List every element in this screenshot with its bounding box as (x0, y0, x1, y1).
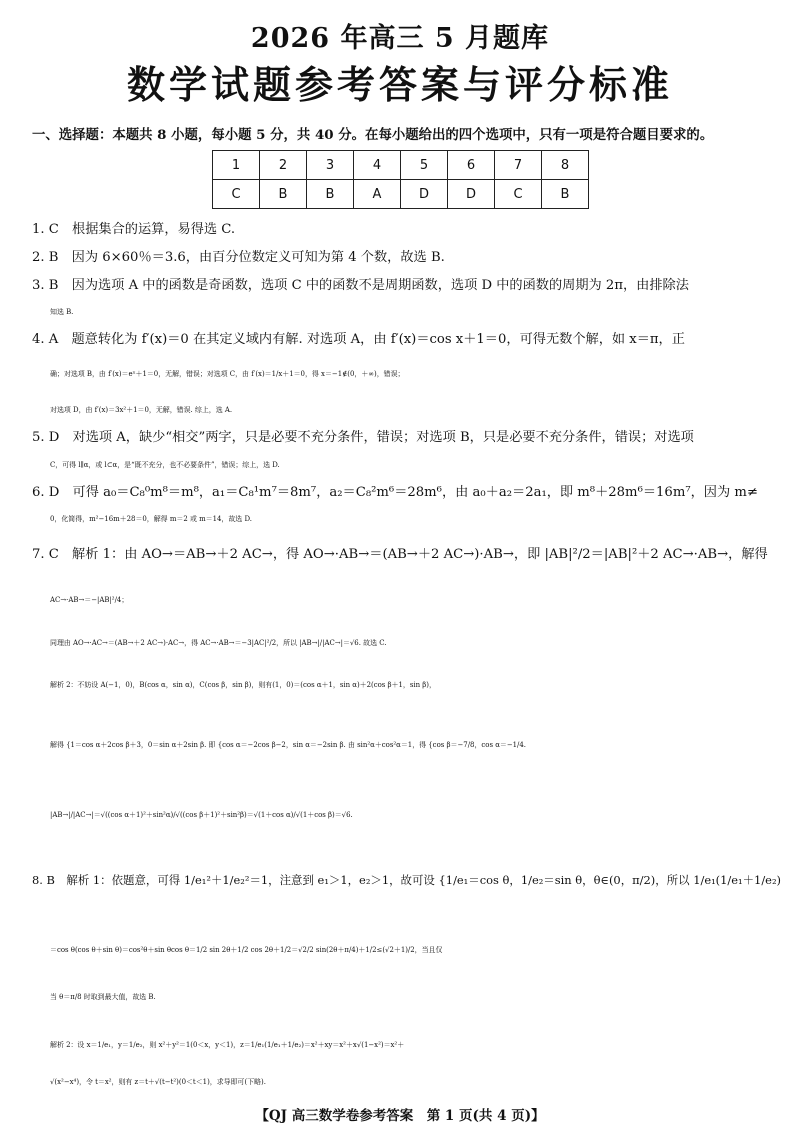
solution-line: 0，化简得，m²−16m＋28＝0，解得 m＝2 或 m＝14，故选 D. (50, 515, 252, 523)
solution-line: 确；对选项 B，由 f′(x)＝eˣ＋1＝0，无解，错误；对选项 C，由 f′(x)＝1/x＋1＝0，得 x＝−1∉(0，＋∞)，错误； (50, 370, 405, 378)
answer-table-answer-row (213, 180, 589, 209)
header-line1: 2026 年高三 5 月题库 (250, 23, 550, 54)
question-number: 4 (354, 151, 401, 180)
question-number: 1 (213, 151, 260, 180)
question-number: 6 (448, 151, 495, 180)
answer-letter: D (401, 180, 448, 209)
solution-line: 5. D 对选项 A，缺少“相交”两字，只是必要不充分条件，错误；对选项 B，只是必要不充分条件，错误；对选项 (32, 430, 694, 445)
solution-line: 4. A 题意转化为 f′(x)＝0 在其定义域内有解. 对选项 A，由 f′(x)＝cos x＋1＝0，可得无数个解，如 x＝π，正 (32, 332, 685, 347)
question-number: 7 (495, 151, 542, 180)
answer-letter: B (542, 180, 589, 209)
solution-line: 1. C 根据集合的运算，易得选 C. (32, 222, 236, 237)
question-number: 5 (401, 151, 448, 180)
solution-line: 7. C 解析 1：由 AO→＝AB→＋2 AC→，得 AO→·AB→＝(AB→＋2 AC→)·AB→，即 |AB|²/2＝|AB|²＋2 AC→·AB→，解得 (32, 547, 768, 562)
question-number: 3 (307, 151, 354, 180)
answer-letter: A (354, 180, 401, 209)
solution-line: 当 θ＝π/8 时取到最大值，故选 B. (50, 993, 156, 1001)
solution-line: 解析 2：不妨设 A(−1，0)，B(cos α，sin α)，C(cos β，sin β)，则有(1，0)＝(cos α＋1，sin α)＋2(cos β＋1，sin β)， (50, 681, 436, 689)
answer-table (212, 150, 589, 209)
solution-line: 6. D 可得 a₀＝C₈⁰m⁸＝m⁸，a₁＝C₈¹m⁷＝8m⁷，a₂＝C₈²m⁶＝28m⁶，由 a₀＋a₂＝2a₁，即 m⁸＋28m⁶＝16m⁷，因为 m≠ (32, 485, 758, 500)
solution-line: |AB→|/|AC→|＝√((cos α＋1)²＋sin²α)/√((cos β＋1)²＋sin²β)＝√(1＋cos α)/√(1＋cos β)＝√6. (50, 811, 353, 819)
solution-line: 对选项 D，由 f′(x)＝3x²＋1＝0，无解，错误. 综上，选 A. (50, 406, 233, 414)
solution-line: AC→·AB→＝−|AB|²/4； (50, 596, 129, 604)
solution-line: 2. B 因为 6×60％＝3.6，由百分位数定义可知为第 4 个数，故选 B. (32, 250, 445, 265)
answer-letter: B (260, 180, 307, 209)
solution-line: 知选 B. (50, 308, 74, 316)
answer-letter: C (495, 180, 542, 209)
solution-line: 解析 2：设 x＝1/e₁，y＝1/e₂，则 x²＋y²＝1(0＜x，y＜1)，z＝1/e₁(1/e₁＋1/e₂)＝x²＋xy＝x²＋x√(1−x²)＝x²＋ (50, 1041, 405, 1049)
answer-letter: D (448, 180, 495, 209)
answer-letter: C (213, 180, 260, 209)
question-number: 2 (260, 151, 307, 180)
solution-line: 8. B 解析 1：依题意，可得 1/e₁²＋1/e₂²＝1，注意到 e₁＞1，e₂＞1，故可设 {1/e₁＝cos θ，1/e₂＝sin θ，θ∈(0，π/2)，所以 1/e₁(1/e₁＋1/e₂) (32, 873, 782, 887)
answer-table-number-row (213, 151, 589, 180)
solution-line: 同理由 AO→·AC→＝(AB→＋2 AC→)·AC→，得 AC→·AB→＝−3|AC|²/2，所以 |AB→|/|AC→|＝√6. 故选 C. (50, 639, 387, 647)
page-footer: 【QJ 高三数学卷参考答案 第 1 页(共 4 页)】 (255, 1108, 545, 1124)
question-number: 8 (542, 151, 589, 180)
solution-line: √(x²−x⁴)，令 t＝x²，则有 z＝t＋√(t−t²)(0＜t＜1)，求导即可(下略). (50, 1078, 266, 1086)
solution-line: 解得 {1＝cos α＋2cos β＋3，0＝sin α＋2sin β. 即 {cos α＝−2cos β−2，sin α＝−2sin β. 由 sin²α＋cos²α＝1，得 {cos β＝−7/8，cos α＝−1/4. (50, 741, 527, 749)
header-title: 数学试题参考答案与评分标准 (126, 62, 673, 107)
solution-line: ＝cos θ(cos θ＋sin θ)＝cos²θ＋sin θcos θ＝1/2 sin 2θ＋1/2 cos 2θ＋1/2＝√2/2 sin(2θ＋π/4)＋1/2≤(√2＋1)/2，当且仅 (50, 946, 443, 954)
answer-letter: B (307, 180, 354, 209)
section-title: 一、选择题：本题共 8 小题，每小题 5 分，共 40 分。在每小题给出的四个选项中，只有一项是符合题目要求的。 (32, 127, 714, 143)
solution-line: C，可得 l∥α，或 l⊂α，是“既不充分，也不必要条件”，错误；综上，选 D. (50, 461, 280, 469)
solution-line: 3. B 因为选项 A 中的函数是奇函数，选项 C 中的函数不是周期函数，选项 D 中的函数的周期为 2π，由排除法 (32, 278, 689, 293)
